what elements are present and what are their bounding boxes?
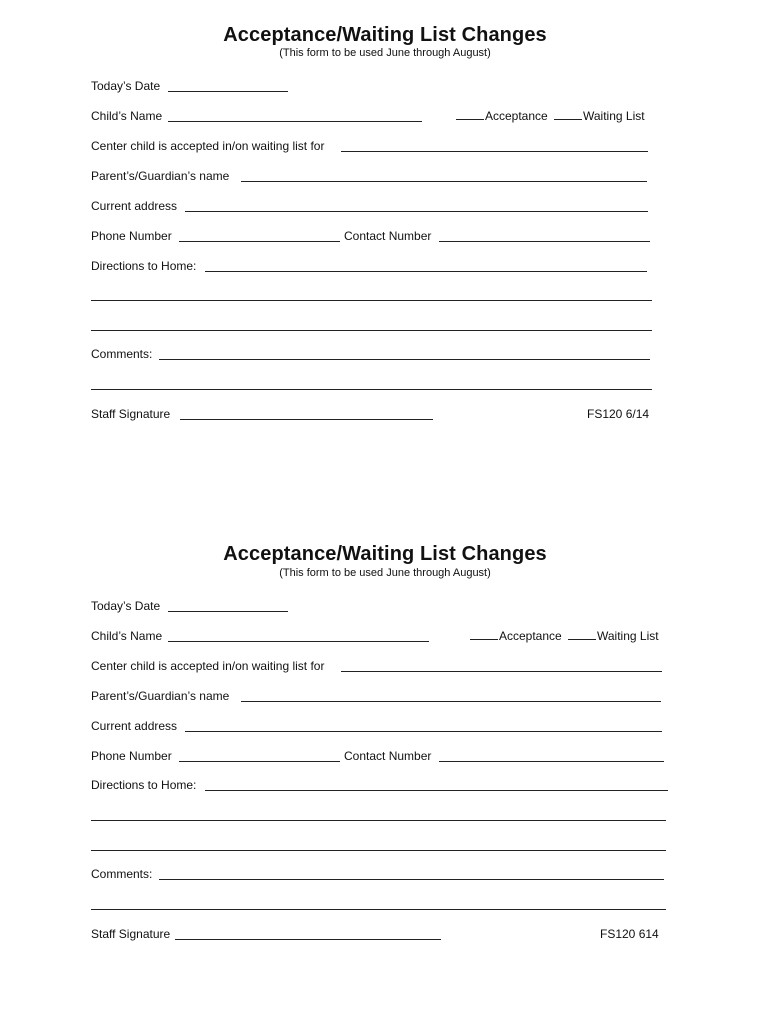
staff-signature-field[interactable]: [180, 419, 433, 420]
address-label: Current address: [91, 719, 178, 733]
waiting-list-blank[interactable]: [554, 108, 582, 120]
contact-field[interactable]: [439, 241, 650, 242]
acceptance-blank[interactable]: [456, 108, 484, 120]
parent-label: Parent’s/Guardian’s name: [91, 169, 230, 183]
comments-label: Comments:: [91, 867, 153, 881]
waiting-list-option[interactable]: [568, 628, 659, 644]
comments-field[interactable]: [159, 879, 664, 880]
comments-extra-line[interactable]: [91, 389, 652, 390]
address-label: Current address: [91, 199, 178, 213]
form-title: Acceptance/Waiting List Changes: [223, 24, 547, 46]
directions-label: Directions to Home:: [91, 259, 197, 273]
staff-signature-label: Staff Signature: [91, 407, 171, 421]
form-subtitle: (This form to be used June through August): [279, 47, 491, 59]
todays-date-label: Today’s Date: [91, 599, 161, 613]
childs-name-label: Child’s Name: [91, 629, 163, 643]
phone-label: Phone Number: [91, 229, 172, 243]
waiting-list-label: Waiting List: [583, 109, 645, 123]
waiting-list-label: Waiting List: [597, 629, 659, 643]
acceptance-label: Acceptance: [485, 109, 548, 123]
form-title: Acceptance/Waiting List Changes: [223, 543, 547, 565]
directions-extra-line[interactable]: [91, 820, 666, 821]
phone-field[interactable]: [179, 761, 340, 762]
staff-signature-field[interactable]: [175, 939, 441, 940]
todays-date-field[interactable]: [168, 611, 288, 612]
directions-extra-line[interactable]: [91, 300, 652, 301]
comments-extra-line[interactable]: [91, 909, 666, 910]
center-label: Center child is accepted in/on waiting list for: [91, 659, 325, 673]
contact-label: Contact Number: [344, 229, 432, 243]
todays-date-field[interactable]: [168, 91, 288, 92]
directions-field[interactable]: [205, 790, 668, 791]
address-field[interactable]: [185, 731, 662, 732]
childs-name-label: Child’s Name: [91, 109, 163, 123]
todays-date-label: Today’s Date: [91, 79, 161, 93]
form-code: FS120 6/14: [587, 407, 650, 421]
center-label: Center child is accepted in/on waiting list for: [91, 139, 325, 153]
directions-label: Directions to Home:: [91, 778, 197, 792]
acceptance-label: Acceptance: [499, 629, 562, 643]
form-code: FS120 614: [600, 927, 659, 941]
contact-label: Contact Number: [344, 749, 432, 763]
parent-label: Parent’s/Guardian’s name: [91, 689, 230, 703]
directions-field[interactable]: [205, 271, 647, 272]
parent-field[interactable]: [241, 181, 647, 182]
acceptance-option[interactable]: [456, 108, 548, 124]
waiting-list-blank[interactable]: [568, 628, 596, 640]
acceptance-blank[interactable]: [470, 628, 498, 640]
childs-name-field[interactable]: [168, 121, 422, 122]
acceptance-option[interactable]: [470, 628, 562, 644]
directions-extra-line[interactable]: [91, 850, 666, 851]
form-subtitle: (This form to be used June through August): [279, 567, 491, 579]
waiting-list-option[interactable]: [554, 108, 645, 124]
parent-field[interactable]: [241, 701, 661, 702]
comments-label: Comments:: [91, 347, 153, 361]
address-field[interactable]: [185, 211, 648, 212]
contact-field[interactable]: [439, 761, 664, 762]
phone-label: Phone Number: [91, 749, 172, 763]
staff-signature-label: Staff Signature: [91, 927, 171, 941]
directions-extra-line[interactable]: [91, 330, 652, 331]
center-field[interactable]: [341, 151, 648, 152]
center-field[interactable]: [341, 671, 662, 672]
childs-name-field[interactable]: [168, 641, 429, 642]
comments-field[interactable]: [159, 359, 650, 360]
phone-field[interactable]: [179, 241, 340, 242]
